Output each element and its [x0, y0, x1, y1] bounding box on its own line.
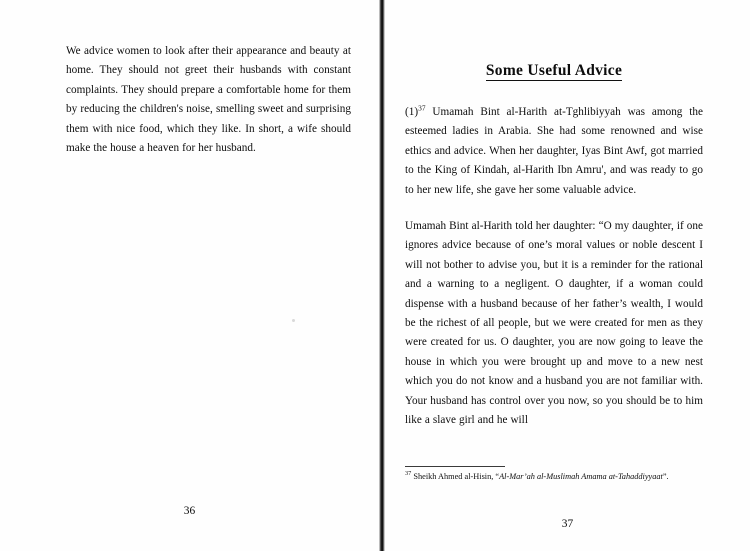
paragraph-text: Umamah Bint al-Harith at-Tghlibiyyah was among the esteemed ladies in Arabia. She had some renowned and wise ethics and advice. When her daughter, Iyas Bint Awf, got married to the King of Kindah, al-Harith Ibn Amru', and was ready to go to her new life, she gave her some valuable advice. — [405, 106, 703, 196]
right-page — [385, 0, 750, 551]
left-page-body-text — [66, 42, 351, 158]
section-heading — [405, 62, 703, 80]
item-number: (1) — [405, 106, 419, 118]
footnote-author: Sheikh Ahmed al-Hisin, “ — [411, 472, 500, 481]
paragraph: We advice women to look after their appearance and beauty at home. They should not greet their husbands with constant complaints. They should prepare a comfortable home for them by reducing the children's noise, smelling sweet and surprising them with nice food, which they like. In short, a wife should make the house a heaven for her husband. — [66, 45, 351, 155]
footnote-title: Al-Mar’ah al-Muslimah Amama at-Tahaddiyyaat — [499, 472, 663, 481]
footnote-block — [405, 466, 703, 483]
paragraph: Umamah Bint al-Harith told her daughter: “O my daughter, if one ignores advice because of one’s moral values or noble descent I will not bother to advise you, but it is a reminder for the rational and a warning to a negligent. O daughter, if a woman could dispense with a husband because of her father’s wealth, I would be the richest of all people, but we were created for men as they were created for us. O daughter, you are now going to leave the house in which you were brought up and move to a new nest which you do not know and a husband you are not familiar with. Your husband has control over you now, so you should be to him like a slave girl and he will — [405, 220, 703, 427]
right-page-body-text — [405, 103, 703, 431]
page-number-right: 37 — [561, 518, 574, 530]
section-heading-text: Some Useful Advice — [485, 62, 623, 79]
footnote-number: 37 — [405, 470, 412, 478]
footnote-entry — [405, 471, 703, 483]
footnote-separator-rule — [405, 466, 505, 467]
footnote-reference-marker: 37 — [418, 103, 426, 113]
page-number-left: 36 — [183, 505, 196, 517]
paragraph-numbered — [405, 103, 703, 200]
footnote-suffix: ”. — [662, 472, 669, 481]
scan-artifact-speck — [292, 319, 295, 322]
